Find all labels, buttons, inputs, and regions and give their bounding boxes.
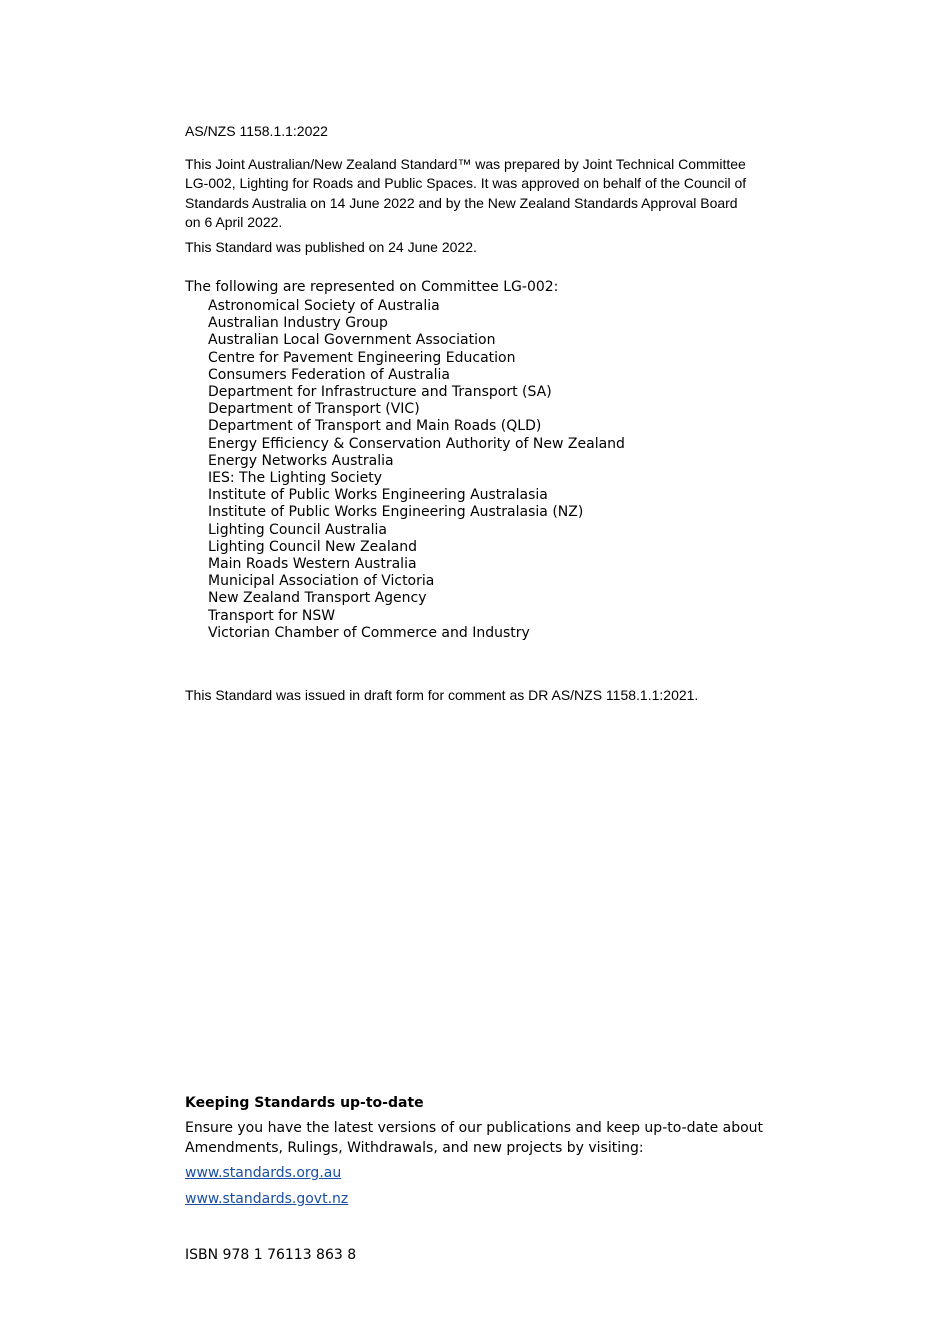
preparation-line-2: LG-002, Lighting for Roads and Public Spaces. It was approved on behalf of the Council of: [185, 175, 747, 191]
isbn: ISBN 978 1 76113 863 8: [185, 1247, 357, 1263]
keeping-line-2: Amendments, Rulings, Withdrawals, and new projects by visiting:: [185, 1140, 644, 1156]
committee-member: Consumers Federation of Australia: [208, 366, 451, 383]
preparation-line-1: This Joint Australian/New Zealand Standard™ was prepared by Joint Technical Committee: [185, 156, 746, 172]
committee-intro: The following are represented on Committee LG-002:: [185, 279, 559, 295]
keeping-heading: Keeping Standards up-to-date: [185, 1095, 424, 1111]
preparation-line-4: on 6 April 2022.: [185, 214, 283, 230]
standard-id: AS/NZS 1158.1.1:2022: [185, 123, 328, 139]
committee-member: Main Roads Western Australia: [208, 556, 417, 573]
committee-member: Lighting Council Australia: [208, 521, 387, 538]
published-line: This Standard was published on 24 June 2022.: [185, 239, 477, 255]
committee-member: IES: The Lighting Society: [208, 470, 382, 487]
committee-member: Australian Local Government Association: [208, 332, 496, 349]
draft-line: This Standard was issued in draft form for comment as DR AS/NZS 1158.1.1:2021.: [185, 687, 699, 703]
committee-member: Institute of Public Works Engineering Australasia: [208, 487, 548, 504]
committee-member-list: [208, 298, 625, 642]
standards-au-link[interactable]: www.standards.org.au: [185, 1165, 342, 1181]
link-row-nz: [185, 1190, 348, 1209]
committee-member: Department of Transport and Main Roads (QLD): [208, 418, 542, 435]
committee-member: Department for Infrastructure and Transport (SA): [208, 384, 552, 401]
standards-nz-link[interactable]: www.standards.govt.nz: [185, 1191, 349, 1207]
committee-member: Department of Transport (VIC): [208, 401, 420, 418]
committee-member: Victorian Chamber of Commerce and Industry: [208, 624, 530, 641]
committee-member: Lighting Council New Zealand: [208, 538, 418, 555]
link-row-au: [185, 1164, 341, 1183]
keeping-line-1: Ensure you have the latest versions of our publications and keep up-to-date about: [185, 1120, 764, 1136]
preparation-line-3: Standards Australia on 14 June 2022 and by the New Zealand Standards Approval Board: [185, 195, 738, 211]
committee-member: Energy Efficiency & Conservation Authority of New Zealand: [208, 435, 625, 452]
committee-member: Institute of Public Works Engineering Australasia (NZ): [208, 504, 584, 521]
committee-member: Transport for NSW: [208, 607, 336, 624]
committee-member: Energy Networks Australia: [208, 452, 394, 469]
committee-member: Centre for Pavement Engineering Education: [208, 349, 516, 366]
committee-member: Australian Industry Group: [208, 315, 388, 332]
committee-member: New Zealand Transport Agency: [208, 590, 427, 607]
committee-member: Astronomical Society of Australia: [208, 298, 440, 314]
committee-member: Municipal Association of Victoria: [208, 573, 435, 590]
